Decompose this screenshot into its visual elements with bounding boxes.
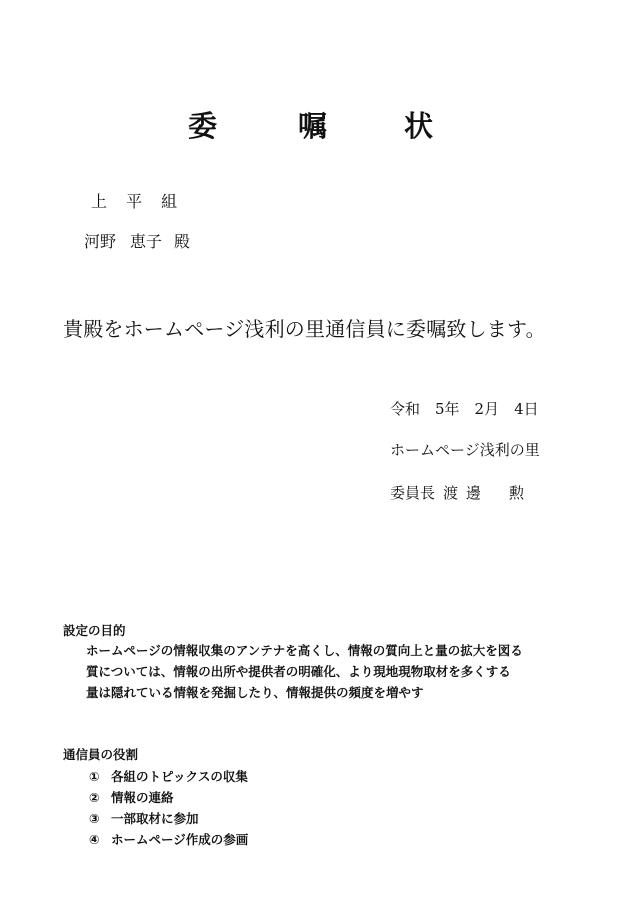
role-item — [89, 767, 248, 785]
purpose-line: 量は隠れている情報を発掘したり、情報提供の頻度を増やす — [86, 685, 424, 700]
role-text: 各組のトピックスの収集 — [111, 769, 248, 784]
recipient-surname: 河野 — [84, 232, 117, 251]
role-item — [89, 830, 248, 848]
title-char-1: 委 — [188, 109, 218, 143]
signatory-name-3: 勲 — [509, 484, 525, 502]
purpose-line: ホームページの情報収集のアンテナを高くし、情報の質向上と量の拡大を図る — [86, 643, 523, 658]
role-number: ③ — [89, 811, 100, 826]
title-char-2: 嘱 — [298, 109, 328, 143]
recipient-group: 上 平 組 — [91, 192, 185, 211]
roles-heading: 通信員の役割 — [63, 747, 139, 762]
signatory-name-2: 邊 — [466, 484, 482, 502]
title-char-3: 状 — [404, 109, 434, 143]
appointment-statement: 貴殿をホームページ浅利の里通信員に委嘱致します。 — [63, 317, 546, 341]
role-item — [89, 809, 199, 827]
document-title — [0, 104, 618, 144]
purpose-line: 質については、情報の出所や提供者の明確化、より現地現物取材を多くする — [86, 664, 511, 679]
role-text: 一部取材に参加 — [111, 811, 199, 826]
issuer-signatory — [390, 482, 524, 503]
role-number: ④ — [89, 832, 100, 847]
signatory-title: 委員長 — [390, 484, 436, 502]
signatory-name-1: 渡 — [443, 484, 459, 502]
role-number: ① — [89, 769, 100, 784]
issue-date: 令和 5年 2月 4日 — [390, 400, 539, 418]
recipient-given-name: 恵子 — [130, 232, 163, 251]
role-text: 情報の連絡 — [111, 790, 174, 805]
recipient-name — [84, 229, 190, 252]
issuer-organization: ホームページ浅利の里 — [390, 441, 540, 459]
role-item — [89, 788, 174, 806]
purpose-heading: 設定の目的 — [63, 623, 126, 638]
role-number: ② — [89, 790, 100, 805]
role-text: ホームページ作成の参画 — [111, 832, 249, 847]
recipient-honorific: 殿 — [174, 232, 191, 251]
